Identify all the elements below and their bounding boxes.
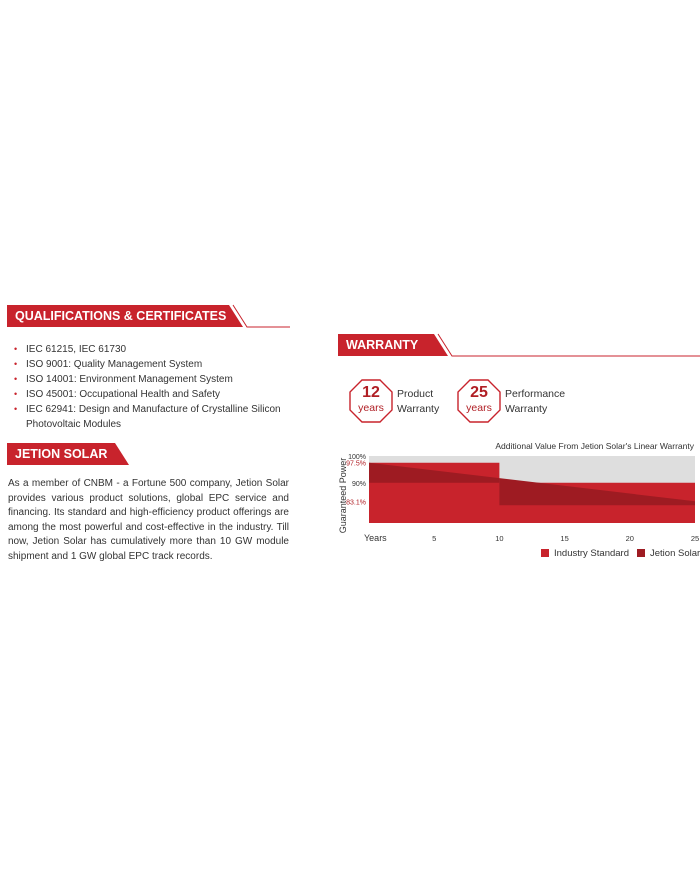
warranty-chart-svg bbox=[336, 438, 700, 548]
y-axis-label: Guaranteed Power bbox=[338, 457, 348, 534]
bullet-icon: • bbox=[14, 374, 18, 384]
y-tick-label: 90% bbox=[351, 480, 366, 488]
legend-swatch-industry bbox=[541, 549, 549, 557]
performance-warranty-unit: years bbox=[466, 402, 492, 414]
about-title: JETION SOLAR bbox=[15, 447, 108, 461]
bullet-icon: • bbox=[14, 344, 18, 354]
list-item bbox=[14, 372, 281, 387]
product-warranty-unit: years bbox=[358, 402, 384, 414]
certificate-text: IEC 62941: Design and Manufacture of Crystalline Silicon bbox=[26, 404, 281, 415]
y-tick-label: 100% bbox=[348, 454, 366, 461]
warranty-header bbox=[338, 334, 700, 356]
x-tick-label: 25 bbox=[690, 534, 700, 543]
product-warranty-label bbox=[397, 387, 439, 416]
performance-warranty-years: 25 bbox=[470, 384, 488, 401]
list-item bbox=[14, 357, 281, 372]
certificate-text: ISO 45001: Occupational Health and Safety bbox=[26, 389, 221, 400]
qualifications-header bbox=[7, 305, 290, 327]
bullet-icon: • bbox=[14, 389, 18, 399]
legend-swatch-jetion bbox=[637, 549, 645, 557]
x-tick-label: 5 bbox=[432, 534, 437, 543]
x-tick-label: 15 bbox=[560, 534, 569, 543]
about-paragraph: As a member of CNBM - a Fortune 500 company, Jetion Solar provides various product solutions, global EPC service and financing. Its standard and high-efficiency product offerings are among the most powerful and cost-effective in the industry. Till now, Jetion Solar has cumulatively more than 10 GW module shipment and 1 GW global EPC track records. bbox=[8, 478, 289, 562]
performance-warranty-label bbox=[505, 387, 565, 416]
list-item bbox=[14, 387, 281, 402]
product-warranty-years: 12 bbox=[362, 384, 380, 401]
y-tick-label: 83.1% bbox=[346, 499, 366, 507]
certificate-text: ISO 14001: Environment Management System bbox=[26, 374, 233, 385]
chart-title: Additional Value From Jetion Solar's Linear Warranty bbox=[495, 441, 694, 451]
x-tick-label: 10 bbox=[495, 534, 504, 543]
list-item bbox=[14, 402, 281, 432]
legend-label-industry: Industry Standard bbox=[554, 548, 629, 559]
certificate-text: ISO 9001: Quality Management System bbox=[26, 359, 203, 370]
bullet-icon: • bbox=[14, 404, 18, 414]
certificate-text-continued: Photovoltaic Modules bbox=[26, 419, 122, 430]
certificate-text: IEC 61215, IEC 61730 bbox=[26, 344, 127, 355]
legend-industry bbox=[541, 548, 629, 559]
about-header bbox=[7, 443, 137, 465]
qualifications-title: QUALIFICATIONS & CERTIFICATES bbox=[15, 309, 227, 323]
list-item bbox=[14, 342, 281, 357]
label-line: Warranty bbox=[505, 402, 548, 415]
y-tick-label: 97.5% bbox=[346, 460, 366, 468]
label-line: Warranty bbox=[397, 402, 440, 415]
x-axis-label: Years bbox=[364, 533, 387, 543]
bullet-icon: • bbox=[14, 359, 18, 369]
warranty-title: WARRANTY bbox=[346, 338, 419, 352]
label-line: Product bbox=[397, 388, 434, 400]
x-tick-label: 20 bbox=[625, 534, 634, 543]
certificate-list bbox=[14, 342, 281, 432]
label-line: Performance bbox=[505, 388, 566, 400]
legend-label-jetion: Jetion Solar bbox=[650, 548, 700, 559]
legend-jetion bbox=[637, 548, 700, 559]
